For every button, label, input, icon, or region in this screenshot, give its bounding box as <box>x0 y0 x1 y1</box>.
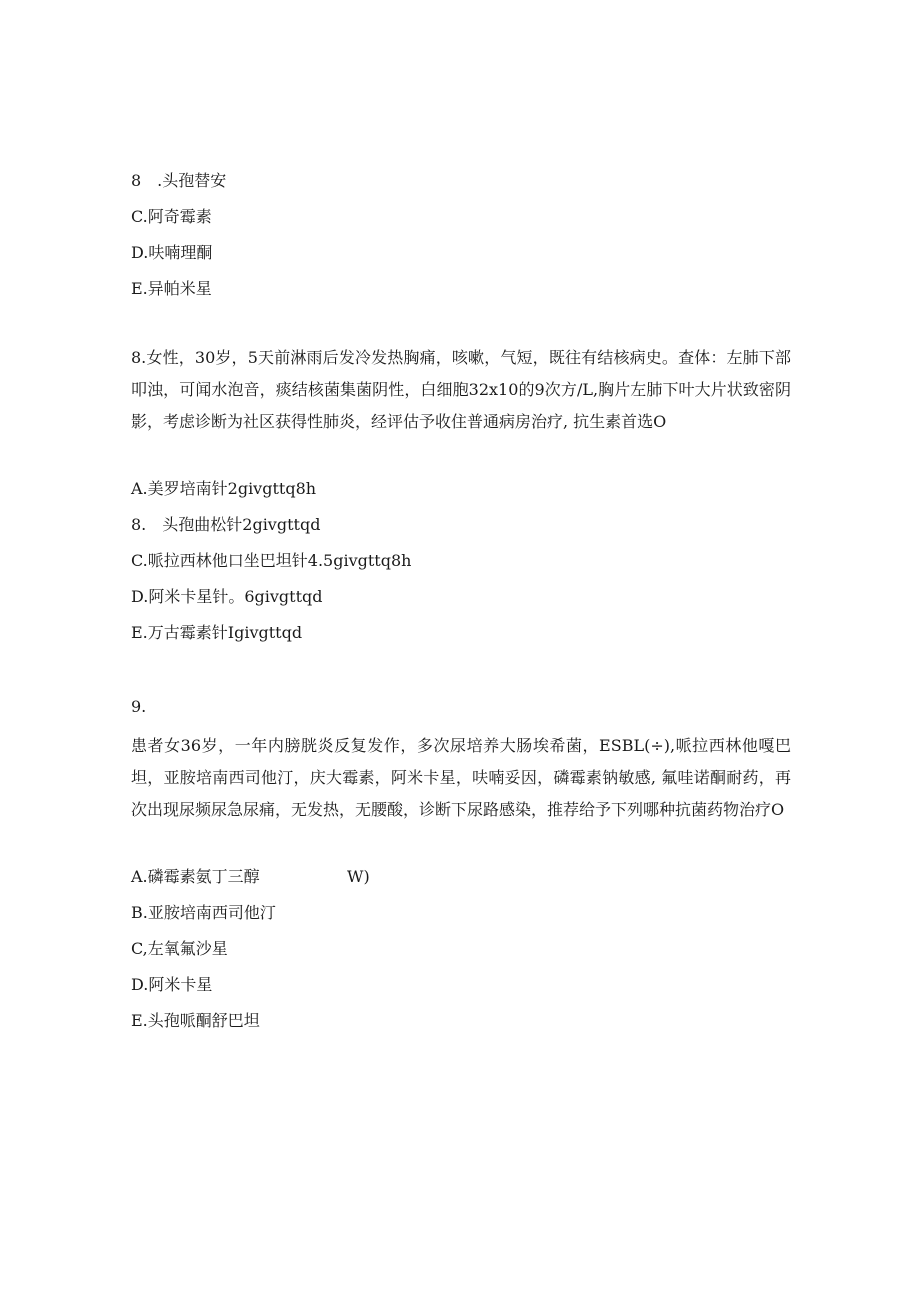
option-line: D.阿米卡星针。6givgttqd <box>131 587 323 606</box>
option-line: E.头孢哌酮舒巴坦 <box>131 1011 260 1030</box>
option-line: A.磷霉素氨丁三醇 <box>131 867 260 886</box>
stray-mark: W) <box>347 867 370 886</box>
question-9-number: 9. <box>131 697 147 716</box>
question-9-stem: 患者女36岁，一年内膀胱炎反复发作，多次尿培养大肠埃希菌，ESBL(÷),哌拉西林他嘎巴坦，亚胺培南西司他汀，庆大霉素，阿米卡星，呋喃妥因，磷霉素钠敏感, 氟哇诺酮耐药，再次出现尿频尿急尿痛，无发热，无腰酸，诊断下尿路感染，推荐给予下列哪种抗菌药物治疗O <box>131 736 791 819</box>
option-line: C.哌拉西林他口坐巴坦针4.5givgttq8h <box>131 551 412 570</box>
option-line: A.美罗培南针2givgttq8h <box>131 479 317 498</box>
option-line: E.异帕米星 <box>131 279 212 298</box>
question-8-stem: 8.女性，30岁，5天前淋雨后发冷发热胸痛，咳嗽，气短，既往有结核病史。查体：左肺下部叩浊，可闻水泡音，痰结核菌集菌阴性，白细胞32x10的9次方/L,胸片左肺下叶大片状致密阴影，考虑诊断为社区获得性肺炎，经评估予收住普通病房治疗, 抗生素首选O <box>131 348 791 431</box>
option-line: B.亚胺培南西司他汀 <box>131 903 276 922</box>
option-line: C,左氧氟沙星 <box>131 939 228 958</box>
option-line: E.万古霉素针Igivgttqd <box>131 623 303 642</box>
option-line: C.阿奇霉素 <box>131 207 212 226</box>
option-line: 8. 头孢曲松针2givgttqd <box>131 515 321 534</box>
option-line: 8 .头孢替安 <box>131 171 227 190</box>
option-line: D.呋喃理酮 <box>131 243 213 262</box>
option-line: D.阿米卡星 <box>131 975 213 994</box>
